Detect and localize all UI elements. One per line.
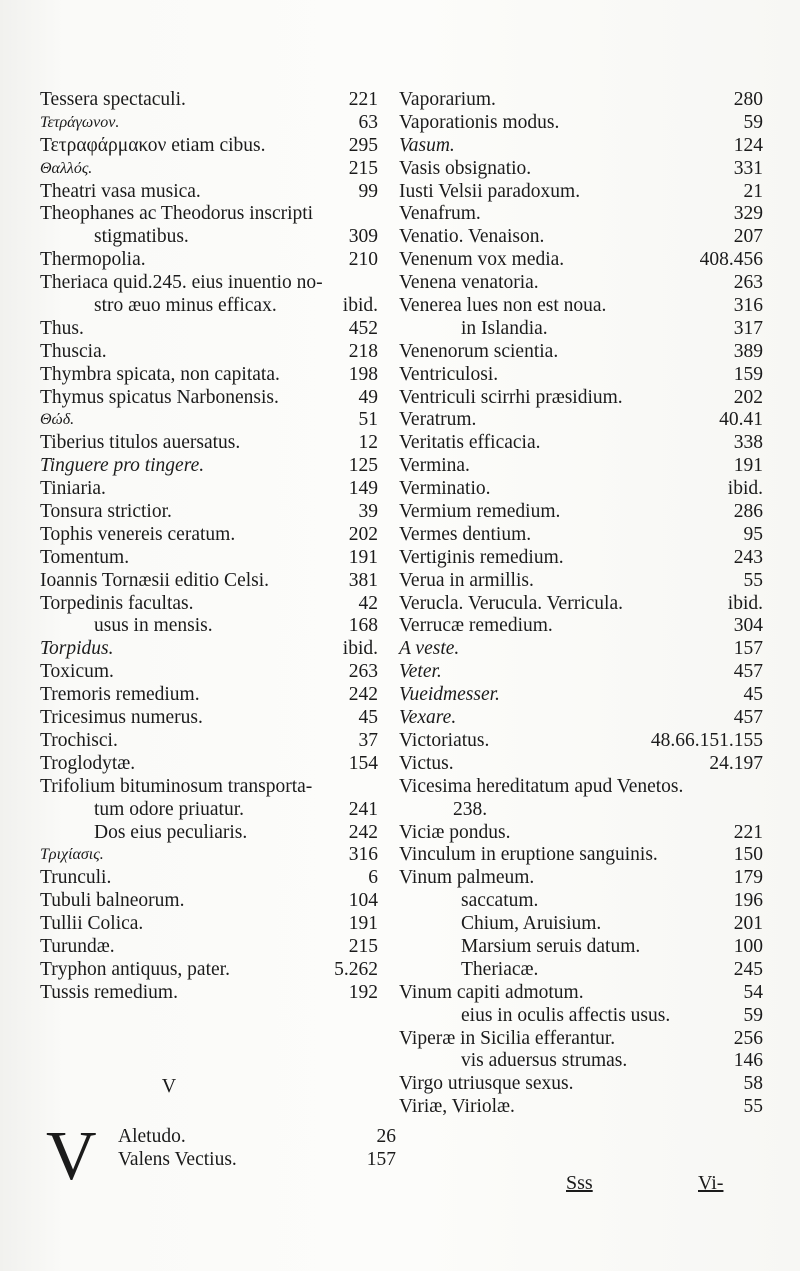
page-reference: 48.66.151.155 bbox=[650, 729, 763, 751]
index-entry bbox=[399, 387, 763, 410]
index-entry bbox=[399, 867, 763, 890]
index-entry bbox=[40, 364, 378, 387]
page-reference: 210 bbox=[348, 249, 378, 271]
index-term: 238. bbox=[453, 798, 488, 820]
index-term: Ventriculi scirrhi præsidium. bbox=[399, 386, 623, 408]
page-reference: 196 bbox=[733, 890, 763, 912]
index-term: Trifolium bituminosum transporta- bbox=[40, 775, 313, 797]
index-term: Theriaca quid.245. eius inuentio no- bbox=[40, 272, 323, 294]
page-reference: 51 bbox=[358, 409, 378, 431]
index-term: Tonsura strictior. bbox=[40, 501, 172, 523]
index-term: stro æuo minus efficax. bbox=[94, 295, 277, 317]
index-term: tum odore priuatur. bbox=[94, 798, 245, 820]
index-term: Tiberius titulos auersatus. bbox=[40, 432, 241, 454]
index-entry bbox=[399, 318, 763, 341]
page-reference: 338 bbox=[733, 432, 763, 454]
index-term: Theatri vasa musica. bbox=[40, 180, 201, 202]
page-reference: 198 bbox=[348, 363, 378, 385]
page-reference: 157 bbox=[733, 638, 763, 660]
index-term: Theriacæ. bbox=[461, 958, 539, 980]
page-reference: 55 bbox=[743, 569, 763, 591]
index-entry bbox=[399, 890, 763, 913]
index-entry bbox=[40, 432, 378, 455]
index-entry bbox=[40, 455, 378, 478]
index-entry bbox=[399, 409, 763, 432]
index-entry bbox=[399, 547, 763, 570]
index-entry bbox=[40, 181, 378, 204]
page-reference: 5.262 bbox=[334, 958, 378, 980]
page-reference: 191 bbox=[733, 455, 763, 477]
index-entry bbox=[40, 661, 378, 684]
page-reference: 6 bbox=[368, 867, 378, 889]
index-term: Τριχίασις. bbox=[40, 846, 104, 864]
index-term: Dos eius peculiaris. bbox=[94, 821, 248, 843]
index-entry bbox=[399, 959, 763, 982]
index-term: Tophis venereis ceratum. bbox=[40, 523, 236, 545]
index-entry bbox=[399, 524, 763, 547]
index-entry bbox=[40, 959, 378, 982]
index-entry bbox=[40, 730, 378, 753]
index-term: Thermopolia. bbox=[40, 249, 146, 271]
index-entry bbox=[399, 570, 763, 593]
index-entry bbox=[40, 478, 378, 501]
page-reference: 37 bbox=[358, 729, 378, 751]
index-term: Veritatis efficacia. bbox=[399, 432, 541, 454]
index-entry bbox=[40, 890, 378, 913]
index-entry bbox=[399, 364, 763, 387]
index-term: Valens Vectius. bbox=[118, 1148, 237, 1170]
index-entry bbox=[399, 432, 763, 455]
page-reference: 408.456 bbox=[699, 249, 763, 271]
index-term: Tubuli balneorum. bbox=[40, 890, 185, 912]
page-reference: 54 bbox=[743, 981, 763, 1003]
index-term: Θαλλός. bbox=[40, 159, 93, 177]
page-reference: 45 bbox=[743, 684, 763, 706]
index-term: A veste. bbox=[399, 638, 460, 660]
index-entry bbox=[40, 822, 378, 845]
page-reference: 389 bbox=[733, 340, 763, 362]
index-term: Virgo utriusque sexus. bbox=[399, 1073, 574, 1095]
index-entry bbox=[40, 753, 378, 776]
index-entry bbox=[399, 753, 763, 776]
index-term: Toxicum. bbox=[40, 661, 114, 683]
index-term: usus in mensis. bbox=[94, 615, 213, 637]
index-entry bbox=[399, 89, 763, 112]
page-reference: 100 bbox=[733, 935, 763, 957]
index-entry bbox=[40, 799, 378, 822]
page-reference: 201 bbox=[733, 913, 763, 935]
v-section-entries bbox=[118, 1126, 396, 1172]
index-entry bbox=[399, 936, 763, 959]
page-reference: 42 bbox=[358, 592, 378, 614]
drop-cap-initial: V bbox=[46, 1118, 97, 1195]
index-term: Victus. bbox=[399, 752, 454, 774]
index-entry bbox=[118, 1126, 396, 1149]
index-entry bbox=[40, 272, 378, 295]
page-reference: 26 bbox=[376, 1126, 396, 1147]
index-entry bbox=[399, 112, 763, 135]
section-heading: V bbox=[161, 1075, 177, 1097]
index-entry bbox=[40, 615, 378, 638]
index-entry bbox=[40, 112, 378, 135]
index-term: Venerea lues non est noua. bbox=[399, 295, 607, 317]
index-term: Tussis remedium. bbox=[40, 981, 178, 1003]
index-entry bbox=[399, 135, 763, 158]
index-term: Thuscia. bbox=[40, 340, 107, 362]
index-term: Θώδ. bbox=[40, 411, 75, 429]
catchword: Vi- bbox=[698, 1172, 724, 1194]
index-entry bbox=[399, 181, 763, 204]
index-entry bbox=[40, 226, 378, 249]
index-term: Tessera spectaculi. bbox=[40, 89, 186, 110]
index-term: Tiniaria. bbox=[40, 478, 106, 500]
page-reference: 221 bbox=[348, 89, 378, 110]
index-term: saccatum. bbox=[461, 890, 539, 912]
index-entry bbox=[40, 867, 378, 890]
page-reference: 218 bbox=[348, 340, 378, 362]
index-term: Venenum vox media. bbox=[399, 249, 565, 271]
index-term: Vexare. bbox=[399, 707, 457, 729]
index-entry bbox=[399, 1096, 763, 1119]
page-reference: 55 bbox=[743, 1096, 763, 1118]
index-term: eius in oculis affectis usus. bbox=[461, 1004, 671, 1026]
index-entry bbox=[40, 318, 378, 341]
page-reference: 381 bbox=[348, 569, 378, 591]
index-term: Marsium seruis datum. bbox=[461, 935, 641, 957]
index-entry bbox=[399, 730, 763, 753]
index-entry bbox=[399, 844, 763, 867]
index-term: Viperæ in Sicilia efferantur. bbox=[399, 1027, 616, 1049]
index-entry bbox=[40, 524, 378, 547]
index-entry bbox=[40, 570, 378, 593]
index-term: Tricesimus numerus. bbox=[40, 707, 203, 729]
index-entry bbox=[399, 593, 763, 616]
page-reference: 12 bbox=[358, 432, 378, 454]
page-reference: 256 bbox=[733, 1027, 763, 1049]
page-reference: 99 bbox=[358, 180, 378, 202]
index-entry bbox=[399, 1050, 763, 1073]
index-term: Vaporationis modus. bbox=[399, 111, 560, 133]
page-reference: 316 bbox=[733, 295, 763, 317]
index-term: Venenorum scientia. bbox=[399, 340, 559, 362]
index-term: stigmatibus. bbox=[94, 226, 189, 248]
index-term: Turundæ. bbox=[40, 935, 115, 957]
index-term: Iusti Velsii paradoxum. bbox=[399, 180, 581, 202]
index-term: Vasis obsignatio. bbox=[399, 157, 532, 179]
page-reference: 317 bbox=[733, 317, 763, 339]
index-entry bbox=[399, 822, 763, 845]
index-entry bbox=[399, 913, 763, 936]
index-entry bbox=[40, 913, 378, 936]
index-term: Victoriatus. bbox=[399, 729, 490, 751]
index-term: Vinum capiti admotum. bbox=[399, 981, 584, 1003]
index-term: Vasum. bbox=[399, 134, 455, 156]
index-entry bbox=[40, 684, 378, 707]
page-reference: 159 bbox=[733, 363, 763, 385]
index-term: Venena venatoria. bbox=[399, 272, 539, 294]
page-reference: 45 bbox=[358, 707, 378, 729]
index-term: Thus. bbox=[40, 317, 84, 339]
page-reference: 157 bbox=[366, 1148, 396, 1170]
index-entry bbox=[399, 249, 763, 272]
index-entry bbox=[118, 1149, 396, 1172]
index-entry bbox=[40, 341, 378, 364]
page-reference: 150 bbox=[733, 844, 763, 866]
index-term: Tremoris remedium. bbox=[40, 684, 200, 706]
page-reference: 316 bbox=[348, 844, 378, 866]
page-reference: 125 bbox=[348, 455, 378, 477]
page-reference: 179 bbox=[733, 867, 763, 889]
page-reference: 245 bbox=[733, 958, 763, 980]
page-reference: 286 bbox=[733, 501, 763, 523]
index-entry bbox=[399, 684, 763, 707]
page-reference: 24.197 bbox=[709, 752, 763, 774]
index-entry bbox=[399, 478, 763, 501]
index-term: Vinum palmeum. bbox=[399, 867, 535, 889]
index-entry bbox=[399, 1005, 763, 1028]
index-entry bbox=[399, 661, 763, 684]
index-term: Verminatio. bbox=[399, 478, 491, 500]
index-entry bbox=[399, 341, 763, 364]
page-reference: 39 bbox=[358, 501, 378, 523]
index-entry bbox=[399, 501, 763, 524]
index-entry bbox=[40, 501, 378, 524]
index-entry bbox=[40, 844, 378, 867]
page-reference: 202 bbox=[348, 523, 378, 545]
index-term: Trunculi. bbox=[40, 867, 112, 889]
index-term: Tryphon antiquus, pater. bbox=[40, 958, 230, 980]
index-entry bbox=[40, 387, 378, 410]
index-term: Vinculum in eruptione sanguinis. bbox=[399, 844, 658, 866]
page-reference: 242 bbox=[348, 684, 378, 706]
index-term: Viriæ, Viriolæ. bbox=[399, 1096, 515, 1118]
page-reference: 243 bbox=[733, 546, 763, 568]
index-term: Thymus spicatus Narbonensis. bbox=[40, 386, 279, 408]
index-term: Verua in armillis. bbox=[399, 569, 534, 591]
page-reference: 104 bbox=[348, 890, 378, 912]
signature-mark: Sss bbox=[566, 1172, 593, 1194]
index-term: Veratrum. bbox=[399, 409, 477, 431]
index-term: Vermes dentium. bbox=[399, 523, 532, 545]
index-entry bbox=[40, 295, 378, 318]
index-entry bbox=[399, 1028, 763, 1051]
index-term: Chium, Aruisium. bbox=[461, 913, 602, 935]
index-term: Τετράγωνον. bbox=[40, 113, 120, 131]
index-term: Vermium remedium. bbox=[399, 501, 561, 523]
page-reference: ibid. bbox=[342, 295, 378, 317]
index-entry bbox=[399, 455, 763, 478]
page-reference: 295 bbox=[348, 134, 378, 156]
index-entry bbox=[40, 593, 378, 616]
index-term: Ioannis Tornæsii editio Celsi. bbox=[40, 569, 270, 591]
page-reference: ibid. bbox=[727, 592, 763, 614]
index-entry bbox=[40, 638, 378, 661]
index-term: Tullii Colica. bbox=[40, 913, 144, 935]
index-term: Thymbra spicata, non capitata. bbox=[40, 363, 280, 385]
index-entry bbox=[399, 226, 763, 249]
index-term: Theophanes ac Theodorus inscripti bbox=[40, 203, 314, 225]
page-reference: 191 bbox=[348, 546, 378, 568]
page-reference: 263 bbox=[348, 661, 378, 683]
index-entry bbox=[399, 158, 763, 181]
page-reference: 452 bbox=[348, 317, 378, 339]
index-entry bbox=[399, 272, 763, 295]
index-term: Verrucæ remedium. bbox=[399, 615, 553, 637]
page-reference: 457 bbox=[733, 707, 763, 729]
index-term: Troglodytæ. bbox=[40, 752, 136, 774]
index-entry bbox=[40, 936, 378, 959]
page-reference: 215 bbox=[348, 935, 378, 957]
index-term: Tinguere pro tingere. bbox=[40, 455, 205, 477]
index-entry bbox=[399, 799, 763, 822]
index-term: Τετραφάρμακον etiam cibus. bbox=[40, 134, 266, 156]
index-column-left bbox=[40, 89, 378, 1005]
index-entry bbox=[40, 203, 378, 226]
page-reference: 63 bbox=[358, 111, 378, 133]
index-entry bbox=[40, 707, 378, 730]
page-reference: 149 bbox=[348, 478, 378, 500]
page-reference: 168 bbox=[348, 615, 378, 637]
index-term: Torpidus. bbox=[40, 638, 114, 660]
index-entry bbox=[399, 707, 763, 730]
index-entry bbox=[399, 203, 763, 226]
index-term: Vicesima hereditatum apud Venetos. bbox=[399, 775, 684, 797]
page-reference: 202 bbox=[733, 386, 763, 408]
index-entry bbox=[40, 982, 378, 1005]
page-reference: 49 bbox=[358, 386, 378, 408]
index-entry bbox=[40, 89, 378, 112]
page-reference: 304 bbox=[733, 615, 763, 637]
page-reference: 21 bbox=[743, 180, 763, 202]
page-reference: 192 bbox=[348, 981, 378, 1003]
page-reference: 309 bbox=[348, 226, 378, 248]
page-reference: 95 bbox=[743, 523, 763, 545]
index-entry bbox=[399, 982, 763, 1005]
page-reference: 59 bbox=[743, 111, 763, 133]
index-term: Vermina. bbox=[399, 455, 470, 477]
page-reference: 241 bbox=[348, 798, 378, 820]
index-term: Trochisci. bbox=[40, 729, 118, 751]
page-reference: 58 bbox=[743, 1073, 763, 1095]
page-reference: 124 bbox=[733, 134, 763, 156]
index-column-right bbox=[399, 89, 763, 1119]
index-term: Ventriculosi. bbox=[399, 363, 499, 385]
page-reference: 331 bbox=[733, 157, 763, 179]
page-reference: 215 bbox=[348, 157, 378, 179]
page-reference: ibid. bbox=[342, 638, 378, 660]
page-reference: 329 bbox=[733, 203, 763, 225]
page-reference: 242 bbox=[348, 821, 378, 843]
index-term: in Islandia. bbox=[461, 317, 548, 339]
index-term: Venafrum. bbox=[399, 203, 481, 225]
page-reference: 280 bbox=[733, 89, 763, 110]
index-term: Veter. bbox=[399, 661, 442, 683]
index-term: Torpedinis facultas. bbox=[40, 592, 194, 614]
page-reference: 221 bbox=[733, 821, 763, 843]
index-entry bbox=[399, 615, 763, 638]
page-reference: 40.41 bbox=[719, 409, 763, 431]
page-reference: 263 bbox=[733, 272, 763, 294]
index-term: Vueidmesser. bbox=[399, 684, 500, 706]
index-term: vis aduersus strumas. bbox=[461, 1050, 628, 1072]
index-entry bbox=[40, 249, 378, 272]
page-reference: 59 bbox=[743, 1004, 763, 1026]
index-term: Aletudo. bbox=[118, 1126, 186, 1147]
index-term: Venatio. Venaison. bbox=[399, 226, 545, 248]
index-entry bbox=[40, 158, 378, 181]
page-reference: 207 bbox=[733, 226, 763, 248]
page-reference: 146 bbox=[733, 1050, 763, 1072]
index-entry bbox=[399, 295, 763, 318]
page-reference: 191 bbox=[348, 913, 378, 935]
index-term: Viciæ pondus. bbox=[399, 821, 511, 843]
index-entry bbox=[40, 547, 378, 570]
page-reference: ibid. bbox=[727, 478, 763, 500]
index-term: Vertiginis remedium. bbox=[399, 546, 564, 568]
page-reference: 154 bbox=[348, 752, 378, 774]
index-entry bbox=[399, 638, 763, 661]
index-entry bbox=[399, 776, 763, 799]
index-entry bbox=[40, 409, 378, 432]
index-entry bbox=[399, 1073, 763, 1096]
page-reference: 457 bbox=[733, 661, 763, 683]
index-term: Vaporarium. bbox=[399, 89, 496, 110]
index-entry bbox=[40, 776, 378, 799]
index-term: Verucla. Verucula. Verricula. bbox=[399, 592, 623, 614]
index-term: Tomentum. bbox=[40, 546, 130, 568]
index-entry bbox=[40, 135, 378, 158]
